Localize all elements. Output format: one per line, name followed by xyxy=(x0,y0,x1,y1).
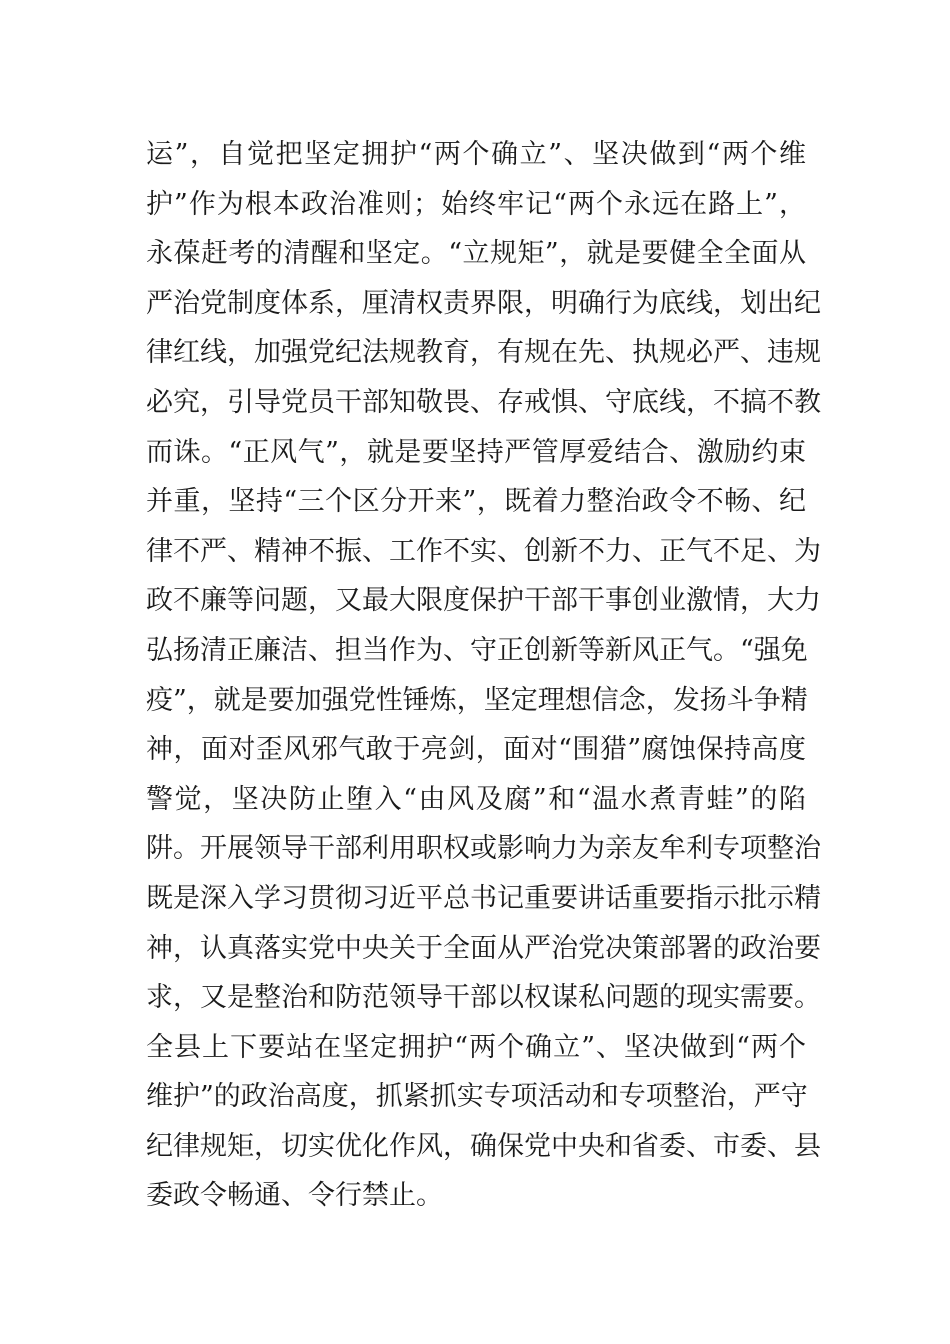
text-line: 并重，坚持“三个区分开来”，既着力整治政令不畅、纪 xyxy=(146,486,806,518)
text-line: 神，面对歪风邪气敢于亮剑，面对“围猎”腐蚀保持高度 xyxy=(146,734,806,766)
text-line: 律红线，加强党纪法规教育，有规在先、执规必严、违规 xyxy=(146,337,821,369)
text-line: 神，认真落实党中央关于全面从严治党决策部署的政治要 xyxy=(146,932,821,964)
text-line: 护”作为根本政治准则；始终牢记“两个永远在路上”， xyxy=(146,188,806,220)
text-line: 律不严、精神不振、工作不实、创新不力、正气不足、为 xyxy=(146,535,821,567)
text-line: 委政令畅通、令行禁止。 xyxy=(146,1180,443,1212)
text-line: 维护”的政治高度，抓紧抓实专项活动和专项整治，严守 xyxy=(146,1081,808,1113)
text-line: 严治党制度体系，厘清权责界限，明确行为底线，划出纪 xyxy=(146,287,821,319)
text-line: 永葆赶考的清醒和坚定。“立规矩”，就是要健全全面从 xyxy=(146,238,806,270)
text-line: 政不廉等问题，又最大限度保护干部干事创业激情，大力 xyxy=(146,585,821,617)
text-line: 而诛。“正风气”，就是要坚持严管厚爱结合、激励约束 xyxy=(146,436,806,468)
body-paragraph xyxy=(146,130,821,1221)
text-line: 警觉，坚决防止堕入“由风及腐”和“温水煮青蛙”的陷 xyxy=(146,783,806,815)
text-line: 既是深入学习贯彻习近平总书记重要讲话重要指示批示精 xyxy=(146,882,821,914)
text-line: 求，又是整治和防范领导干部以权谋私问题的现实需要。 xyxy=(146,982,821,1014)
text-line: 必究，引导党员干部知敬畏、存戒惧、守底线，不搞不教 xyxy=(146,386,821,418)
text-line: 阱。开展领导干部利用职权或影响力为亲友牟利专项整治 xyxy=(146,833,821,865)
text-line: 纪律规矩，切实优化作风，确保党中央和省委、市委、县 xyxy=(146,1130,821,1162)
text-line: 疫”，就是要加强党性锤炼，坚定理想信念，发扬斗争精 xyxy=(146,684,808,716)
text-line: 全县上下要站在坚定拥护“两个确立”、坚决做到“两个 xyxy=(146,1031,806,1063)
text-line: 运”，自觉把坚定拥护“两个确立”、坚决做到“两个维 xyxy=(146,139,806,170)
text-line: 弘扬清正廉洁、担当作为、守正创新等新风正气。“强免 xyxy=(146,634,808,666)
